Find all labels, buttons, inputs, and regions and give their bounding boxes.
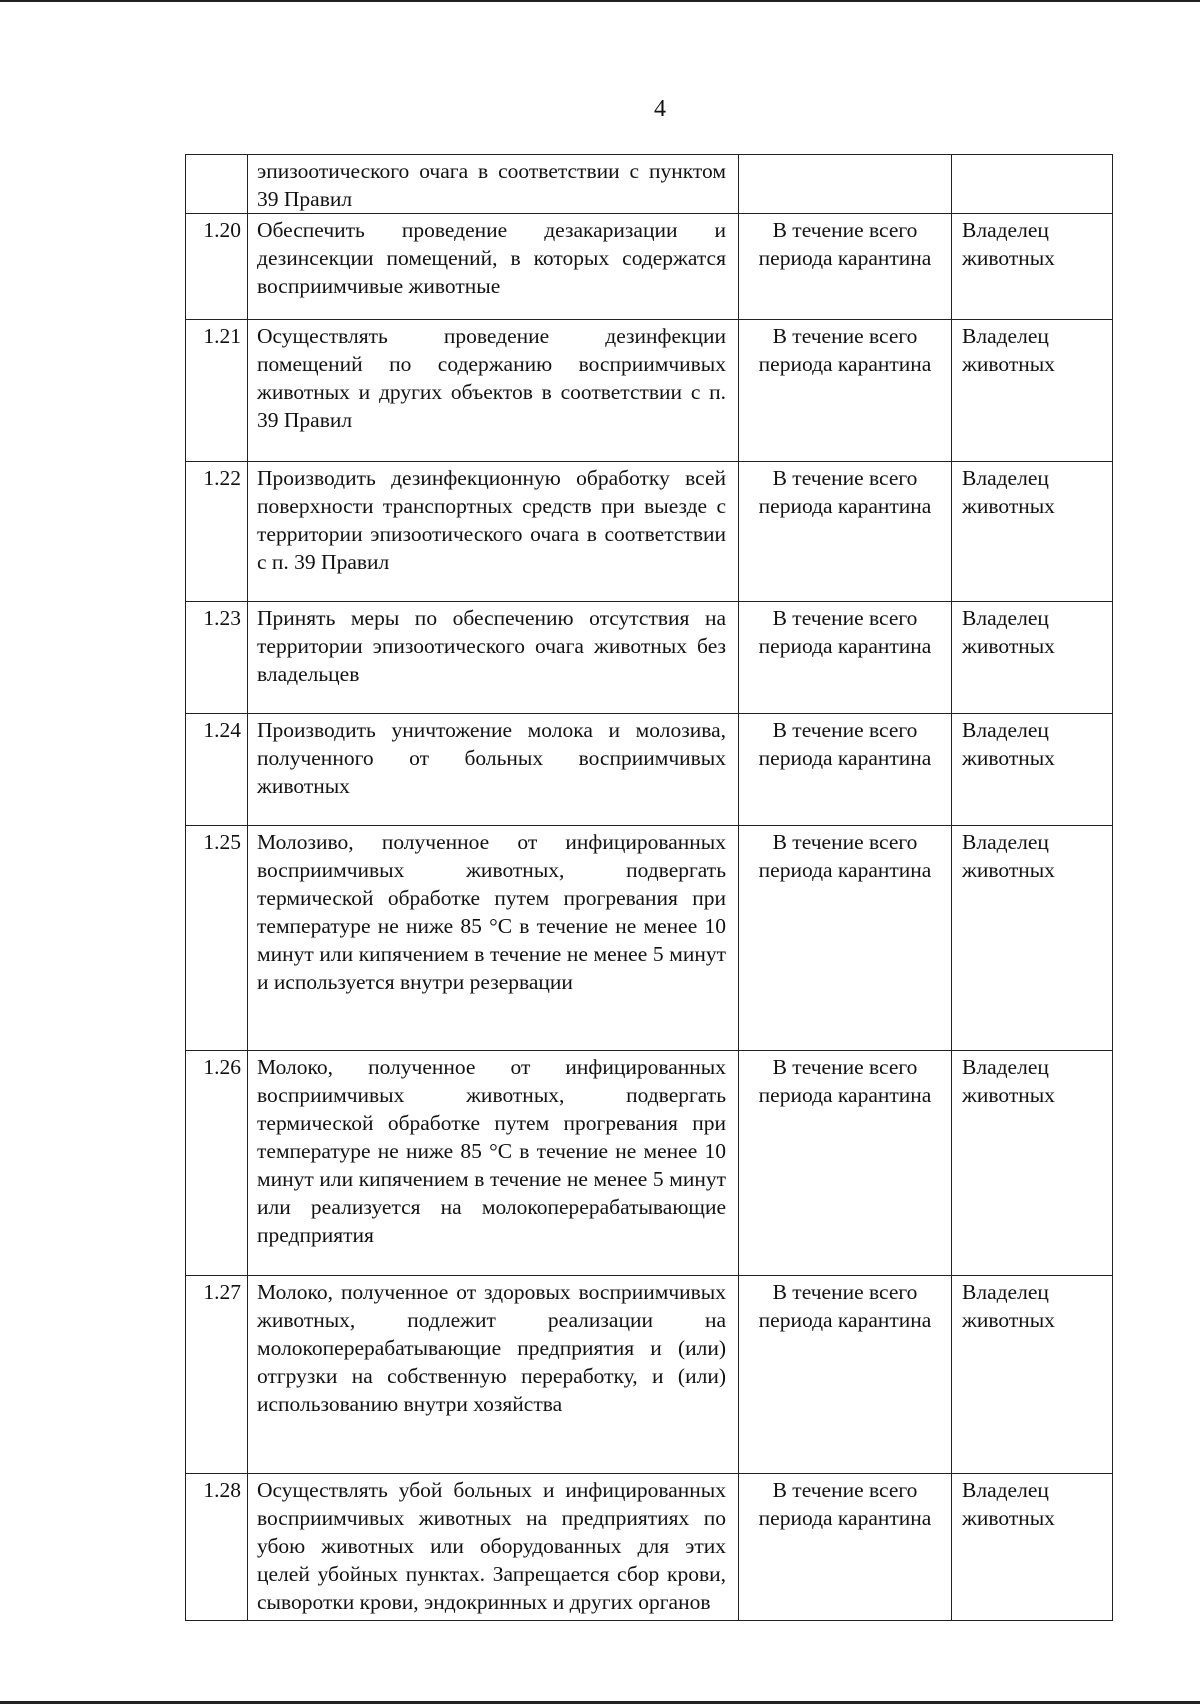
measure-text: Молозиво, полученное от инфицированных восприимчивых животных, подвергать термической обработке путем прогревания при температуре не ниже 85 °С в течение не менее 10 минут или кипячением в течение не менее 5 минут и используется внутри резервации [248, 826, 739, 1051]
responsible-text [952, 155, 1113, 214]
responsible-text: Владелец животных [952, 602, 1113, 714]
measure-text: Производить дезинфекционную обработку всей поверхности транспортных средств при выезде с территории эпизоотического очага в соответствии с п. 39 Правил [248, 462, 739, 602]
period-text: В течение всего периода карантина [739, 462, 952, 602]
measure-text: эпизоотического очага в соответствии с пунктом 39 Правил [248, 155, 739, 214]
table-row [186, 826, 1113, 1051]
table-row [186, 714, 1113, 826]
page-number: 4 [654, 96, 666, 122]
measure-text: Производить уничтожение молока и молозива, полученного от больных восприимчивых животных [248, 714, 739, 826]
table-row [186, 602, 1113, 714]
measure-text: Осуществлять убой больных и инфицированных восприимчивых животных на предприятиях по убою животных или оборудованных для этих целей убойных пунктах. Запрещается сбор крови, сыворотки крови, эндокринных и других органов [248, 1474, 739, 1621]
row-number: 1.22 [186, 462, 248, 602]
measure-text: Осуществлять проведение дезинфекции помещений по содержанию восприимчивых животных и других объектов в соответствии с п. 39 Правил [248, 320, 739, 462]
row-number: 1.23 [186, 602, 248, 714]
period-text: В течение всего периода карантина [739, 714, 952, 826]
table-body [186, 155, 1113, 1621]
period-text: В течение всего периода карантина [739, 826, 952, 1051]
measures-table [185, 154, 1113, 1621]
table-row [186, 1276, 1113, 1474]
row-number: 1.25 [186, 826, 248, 1051]
measure-text: Обеспечить проведение дезакаризации и дезинсекции помещений, в которых содержатся восприимчивые животные [248, 214, 739, 320]
responsible-text: Владелец животных [952, 826, 1113, 1051]
table-row [186, 214, 1113, 320]
table-row [186, 1051, 1113, 1276]
measure-text: Молоко, полученное от инфицированных восприимчивых животных, подвергать термической обработке путем прогревания при температуре не ниже 85 °С в течение не менее 10 минут или кипячением в течение не менее 5 минут или реализуется на молокоперерабатывающие предприятия [248, 1051, 739, 1276]
period-text: В течение всего периода карантина [739, 1276, 952, 1474]
responsible-text: Владелец животных [952, 1051, 1113, 1276]
period-text [739, 155, 952, 214]
row-number: 1.24 [186, 714, 248, 826]
period-text: В течение всего периода карантина [739, 320, 952, 462]
row-number [186, 155, 248, 214]
row-number: 1.21 [186, 320, 248, 462]
measure-text: Принять меры по обеспечению отсутствия на территории эпизоотического очага животных без владельцев [248, 602, 739, 714]
period-text: В течение всего периода карантина [739, 1051, 952, 1276]
period-text: В течение всего периода карантина [739, 1474, 952, 1621]
row-number: 1.27 [186, 1276, 248, 1474]
period-text: В течение всего периода карантина [739, 214, 952, 320]
measure-text: Молоко, полученное от здоровых восприимчивых животных, подлежит реализации на молокоперерабатывающие предприятия и (или) отгрузки на собственную переработку, и (или) использованию внутри хозяйства [248, 1276, 739, 1474]
responsible-text: Владелец животных [952, 1276, 1113, 1474]
responsible-text: Владелец животных [952, 1474, 1113, 1621]
responsible-text: Владелец животных [952, 320, 1113, 462]
row-number: 1.28 [186, 1474, 248, 1621]
responsible-text: Владелец животных [952, 714, 1113, 826]
row-number: 1.20 [186, 214, 248, 320]
responsible-text: Владелец животных [952, 462, 1113, 602]
period-text: В течение всего периода карантина [739, 602, 952, 714]
responsible-text: Владелец животных [952, 214, 1113, 320]
row-number: 1.26 [186, 1051, 248, 1276]
table-row [186, 155, 1113, 214]
table-row [186, 1474, 1113, 1621]
table-row [186, 462, 1113, 602]
table-row [186, 320, 1113, 462]
scan-border-top [0, 0, 1200, 2]
